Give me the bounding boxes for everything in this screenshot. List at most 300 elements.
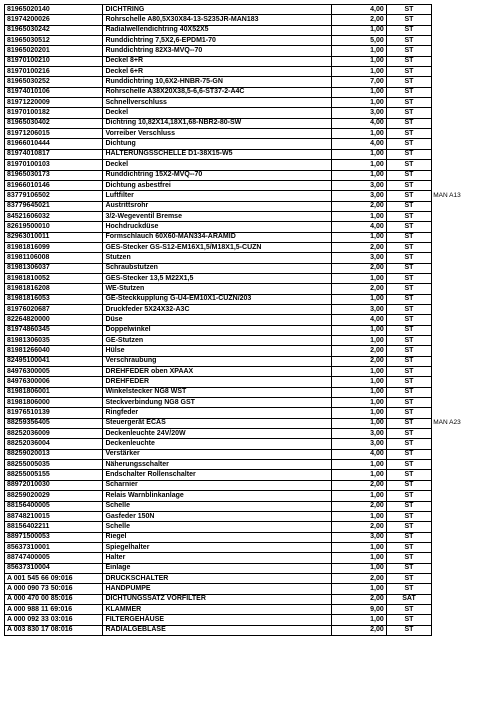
part-number: 81981306035 <box>5 336 103 346</box>
part-note <box>432 604 487 614</box>
part-number: 88972010030 <box>5 480 103 490</box>
part-description: Einlage <box>103 563 331 573</box>
part-description: Hochdruckdüse <box>103 222 331 232</box>
part-unit: ST <box>386 180 432 190</box>
part-note <box>432 273 487 283</box>
part-quantity: 7,00 <box>331 77 386 87</box>
part-description: Runddichtring 15X2-MVQ--70 <box>103 170 331 180</box>
part-number: 81981816053 <box>5 294 103 304</box>
table-row <box>5 5 487 15</box>
part-unit: ST <box>386 367 432 377</box>
part-note <box>432 573 487 583</box>
part-number: 81976020687 <box>5 304 103 314</box>
part-description: Steckverbindung NG8 GST <box>103 398 331 408</box>
part-description: Rohrschelle A38X20X38,5-6,6-ST37-2-A4C <box>103 87 331 97</box>
part-note <box>432 315 487 325</box>
part-note <box>432 46 487 56</box>
part-note <box>432 201 487 211</box>
table-row <box>5 129 487 139</box>
part-quantity: 1,00 <box>331 98 386 108</box>
table-row <box>5 160 487 170</box>
part-number: 88748210015 <box>5 511 103 521</box>
part-quantity: 1,00 <box>331 367 386 377</box>
part-unit: ST <box>386 149 432 159</box>
part-unit: ST <box>386 356 432 366</box>
part-quantity: 2,00 <box>331 263 386 273</box>
part-quantity: 2,00 <box>331 15 386 25</box>
part-note <box>432 25 487 35</box>
part-quantity: 1,00 <box>331 325 386 335</box>
table-row <box>5 470 487 480</box>
part-note <box>432 325 487 335</box>
part-description: GE-Stutzen <box>103 336 331 346</box>
part-description: Schraubstutzen <box>103 263 331 273</box>
table-row <box>5 284 487 294</box>
part-note <box>432 56 487 66</box>
part-note <box>432 170 487 180</box>
part-quantity: 2,00 <box>331 346 386 356</box>
part-number: 88255005035 <box>5 460 103 470</box>
part-unit: ST <box>386 542 432 552</box>
part-unit: ST <box>386 460 432 470</box>
part-number: 81966010444 <box>5 139 103 149</box>
part-note <box>432 594 487 604</box>
part-quantity: 1,00 <box>331 67 386 77</box>
part-note <box>432 532 487 542</box>
table-row <box>5 304 487 314</box>
part-quantity: 1,00 <box>331 377 386 387</box>
part-quantity: 1,00 <box>331 491 386 501</box>
part-note <box>432 460 487 470</box>
part-description: Gasfeder 150N <box>103 511 331 521</box>
part-number: 81976510139 <box>5 408 103 418</box>
part-unit: ST <box>386 170 432 180</box>
table-row <box>5 387 487 397</box>
part-quantity: 3,00 <box>331 253 386 263</box>
part-quantity: 2,00 <box>331 501 386 511</box>
part-description: HANDPUMPE <box>103 584 331 594</box>
part-note <box>432 522 487 532</box>
part-quantity: 1,00 <box>331 211 386 221</box>
table-row <box>5 625 487 635</box>
part-unit: ST <box>386 160 432 170</box>
part-quantity: 2,00 <box>331 625 386 635</box>
part-unit: ST <box>386 449 432 459</box>
part-quantity: 1,00 <box>331 563 386 573</box>
table-row <box>5 180 487 190</box>
part-note <box>432 129 487 139</box>
part-number: 82495100041 <box>5 356 103 366</box>
part-note <box>432 615 487 625</box>
part-note <box>432 511 487 521</box>
part-number: 88252036004 <box>5 439 103 449</box>
part-note <box>432 5 487 15</box>
part-unit: ST <box>386 522 432 532</box>
part-note <box>432 584 487 594</box>
part-note <box>432 625 487 635</box>
part-description: Rohrschelle A80,5X30X84-13-S235JR-MAN183 <box>103 15 331 25</box>
parts-table <box>4 4 487 636</box>
part-quantity: 1,00 <box>331 615 386 625</box>
part-description: Ringfeder <box>103 408 331 418</box>
part-number: 81970100182 <box>5 108 103 118</box>
part-unit: ST <box>386 201 432 211</box>
part-unit: ST <box>386 87 432 97</box>
part-description: Schelle <box>103 522 331 532</box>
part-note <box>432 387 487 397</box>
part-unit: ST <box>386 56 432 66</box>
part-unit: ST <box>386 98 432 108</box>
part-unit: ST <box>386 222 432 232</box>
part-number: 88971500053 <box>5 532 103 542</box>
part-description: DICHTRING <box>103 5 331 15</box>
part-unit: ST <box>386 77 432 87</box>
part-unit: ST <box>386 25 432 35</box>
part-number: 82619500010 <box>5 222 103 232</box>
part-number: 81965020140 <box>5 5 103 15</box>
part-unit: ST <box>386 263 432 273</box>
part-number: A 003 830 17 08:016 <box>5 625 103 635</box>
part-description: DREHFEDER oben XPAAX <box>103 367 331 377</box>
part-description: Endschalter Rollenschalter <box>103 470 331 480</box>
part-quantity: 5,00 <box>331 36 386 46</box>
part-number: A 000 470 00 85:016 <box>5 594 103 604</box>
part-number: 81965020201 <box>5 46 103 56</box>
part-number: 88255005155 <box>5 470 103 480</box>
part-unit: ST <box>386 325 432 335</box>
part-number: 84976300005 <box>5 367 103 377</box>
table-row <box>5 170 487 180</box>
part-quantity: 2,00 <box>331 573 386 583</box>
part-note <box>432 304 487 314</box>
part-unit: ST <box>386 67 432 77</box>
part-unit: ST <box>386 129 432 139</box>
part-unit: ST <box>386 108 432 118</box>
part-number: 81974860345 <box>5 325 103 335</box>
part-quantity: 2,00 <box>331 522 386 532</box>
part-note <box>432 408 487 418</box>
table-row <box>5 408 487 418</box>
table-row <box>5 46 487 56</box>
part-note <box>432 398 487 408</box>
table-row <box>5 522 487 532</box>
part-number: 85637310001 <box>5 542 103 552</box>
table-row <box>5 263 487 273</box>
table-row <box>5 480 487 490</box>
part-quantity: 2,00 <box>331 242 386 252</box>
part-quantity: 1,00 <box>331 87 386 97</box>
part-unit: ST <box>386 139 432 149</box>
table-row <box>5 449 487 459</box>
part-note: MAN A13 <box>433 191 461 199</box>
part-number: 81981810052 <box>5 273 103 283</box>
part-unit: ST <box>386 336 432 346</box>
table-row <box>5 325 487 335</box>
part-description: Verschraubung <box>103 356 331 366</box>
part-unit: ST <box>386 563 432 573</box>
table-row <box>5 77 487 87</box>
part-quantity: 3,00 <box>331 191 386 201</box>
table-row <box>5 553 487 563</box>
table-row <box>5 294 487 304</box>
part-number: 88747400005 <box>5 553 103 563</box>
part-note <box>432 232 487 242</box>
table-row <box>5 108 487 118</box>
part-description: Winkelstecker NG8 WST <box>103 387 331 397</box>
part-number: 81966010146 <box>5 180 103 190</box>
part-quantity: 1,00 <box>331 408 386 418</box>
part-description: Doppelwinkel <box>103 325 331 335</box>
part-note <box>432 253 487 263</box>
part-unit: ST <box>386 429 432 439</box>
part-quantity: 1,00 <box>331 232 386 242</box>
table-row <box>5 563 487 573</box>
part-note <box>432 180 487 190</box>
part-number: 88156402211 <box>5 522 103 532</box>
part-quantity: 1,00 <box>331 511 386 521</box>
part-quantity: 2,00 <box>331 356 386 366</box>
part-quantity: 1,00 <box>331 542 386 552</box>
table-row <box>5 56 487 66</box>
part-description: GES-Stecker 13,5 M22X1,5 <box>103 273 331 283</box>
part-note <box>432 346 487 356</box>
part-quantity: 1,00 <box>331 273 386 283</box>
part-number: 81970100210 <box>5 56 103 66</box>
part-description: Radialwellendichtring 40X52X5 <box>103 25 331 35</box>
part-quantity: 2,00 <box>331 594 386 604</box>
part-unit: ST <box>386 36 432 46</box>
part-description: Deckel 8+R <box>103 56 331 66</box>
part-description: Riegel <box>103 532 331 542</box>
part-description: Dichtring 10,82X14,18X1,68-NBR2-80-SW <box>103 118 331 128</box>
part-number: 88259356405 <box>5 418 103 428</box>
table-row <box>5 584 487 594</box>
part-unit: ST <box>386 118 432 128</box>
part-description: HALTERUNGSSCHELLE D1-38X15-W5 <box>103 149 331 159</box>
part-note <box>432 242 487 252</box>
table-row <box>5 604 487 614</box>
part-unit: ST <box>386 418 432 428</box>
part-note <box>432 367 487 377</box>
part-description: Deckenleuchte <box>103 439 331 449</box>
table-row <box>5 460 487 470</box>
part-number: 81965030512 <box>5 36 103 46</box>
part-note <box>432 294 487 304</box>
part-note <box>432 563 487 573</box>
part-unit: ST <box>386 232 432 242</box>
part-description: Runddichtring 82X3-MVQ--70 <box>103 46 331 56</box>
part-quantity: 2,00 <box>331 201 386 211</box>
table-row <box>5 232 487 242</box>
table-row <box>5 253 487 263</box>
part-quantity: 3,00 <box>331 108 386 118</box>
part-number: 81981806000 <box>5 398 103 408</box>
part-description: 3/2-Wegeventil Bremse <box>103 211 331 221</box>
part-quantity: 1,00 <box>331 470 386 480</box>
part-description: FILTERGEHÄUSE <box>103 615 331 625</box>
part-description: DICHTUNGSSATZ VORFILTER <box>103 594 331 604</box>
part-note <box>432 263 487 273</box>
part-number: 81981266040 <box>5 346 103 356</box>
table-row <box>5 594 487 604</box>
part-unit: ST <box>386 294 432 304</box>
part-description: Deckel <box>103 160 331 170</box>
part-description: Stutzen <box>103 253 331 263</box>
table-row <box>5 98 487 108</box>
table-row <box>5 356 487 366</box>
part-unit: ST <box>386 377 432 387</box>
part-description: DREHFEDER <box>103 377 331 387</box>
part-note <box>432 15 487 25</box>
part-description: Düse <box>103 315 331 325</box>
table-row <box>5 418 487 428</box>
part-number: 81970100216 <box>5 67 103 77</box>
part-quantity: 1,00 <box>331 170 386 180</box>
part-number: 84521606032 <box>5 211 103 221</box>
part-description: Deckel 6+R <box>103 67 331 77</box>
part-unit: ST <box>386 604 432 614</box>
part-number: 81974010817 <box>5 149 103 159</box>
part-description: Deckenleuchte 24V/20W <box>103 429 331 439</box>
part-unit: ST <box>386 387 432 397</box>
part-quantity: 1,00 <box>331 387 386 397</box>
table-row <box>5 149 487 159</box>
part-number: 85637310004 <box>5 563 103 573</box>
part-number: 81981306037 <box>5 263 103 273</box>
part-note <box>432 87 487 97</box>
part-number: 81974200026 <box>5 15 103 25</box>
part-note <box>432 491 487 501</box>
part-unit: ST <box>386 46 432 56</box>
part-description: Luftfilter <box>103 191 331 201</box>
part-quantity: 4,00 <box>331 449 386 459</box>
part-description: Austrittsrohr <box>103 201 331 211</box>
part-quantity: 4,00 <box>331 139 386 149</box>
part-number: 88259020013 <box>5 449 103 459</box>
table-row <box>5 439 487 449</box>
part-unit: ST <box>386 625 432 635</box>
part-unit: ST <box>386 284 432 294</box>
table-row <box>5 87 487 97</box>
part-description: Deckel <box>103 108 331 118</box>
part-quantity: 1,00 <box>331 398 386 408</box>
part-unit: ST <box>386 398 432 408</box>
part-description: Formschlauch 60X60-MAN334-ARAMID <box>103 232 331 242</box>
table-row <box>5 429 487 439</box>
table-row <box>5 542 487 552</box>
part-note <box>432 542 487 552</box>
part-number: 81981806001 <box>5 387 103 397</box>
part-number: 81981816208 <box>5 284 103 294</box>
part-quantity: 2,00 <box>331 480 386 490</box>
part-quantity: 2,00 <box>331 284 386 294</box>
part-unit: ST <box>386 304 432 314</box>
part-description: WE-Stutzen <box>103 284 331 294</box>
part-number: 81971220009 <box>5 98 103 108</box>
part-unit: ST <box>386 191 432 201</box>
part-description: Hülse <box>103 346 331 356</box>
table-row <box>5 315 487 325</box>
part-quantity: 4,00 <box>331 315 386 325</box>
part-quantity: 1,00 <box>331 553 386 563</box>
part-number: A 000 090 73 50:016 <box>5 584 103 594</box>
part-description: Halter <box>103 553 331 563</box>
part-description: RADIALGEBLÄSE <box>103 625 331 635</box>
part-note <box>432 36 487 46</box>
part-description: Runddichtring 10,6X2-HNBR-75-GN <box>103 77 331 87</box>
table-row <box>5 377 487 387</box>
part-quantity: 1,00 <box>331 584 386 594</box>
part-number: 81970100103 <box>5 160 103 170</box>
part-note <box>432 377 487 387</box>
part-number: A 001 545 66 09:016 <box>5 573 103 583</box>
part-number: 88156400005 <box>5 501 103 511</box>
table-row <box>5 201 487 211</box>
part-quantity: 1,00 <box>331 336 386 346</box>
part-quantity: 1,00 <box>331 25 386 35</box>
part-number: 88252036009 <box>5 429 103 439</box>
part-quantity: 4,00 <box>331 5 386 15</box>
part-number: 83779645021 <box>5 201 103 211</box>
part-description: Steuergerät ECAS <box>103 418 331 428</box>
part-quantity: 3,00 <box>331 439 386 449</box>
part-description: Vorreiber Verschluss <box>103 129 331 139</box>
part-number: A 000 988 11 69:016 <box>5 604 103 614</box>
part-unit: ST <box>386 511 432 521</box>
part-note <box>432 429 487 439</box>
table-row <box>5 242 487 252</box>
part-unit: ST <box>386 346 432 356</box>
part-number: 81965030252 <box>5 77 103 87</box>
part-note: MAN A23 <box>433 419 461 427</box>
part-note <box>432 211 487 221</box>
table-row <box>5 211 487 221</box>
part-number: 81965030242 <box>5 25 103 35</box>
part-note <box>432 439 487 449</box>
table-row <box>5 491 487 501</box>
table-row <box>5 346 487 356</box>
part-description: Schelle <box>103 501 331 511</box>
part-number: 84976300006 <box>5 377 103 387</box>
part-note <box>432 336 487 346</box>
part-unit: ST <box>386 439 432 449</box>
parts-table-body <box>5 5 487 636</box>
part-description: Verstärker <box>103 449 331 459</box>
part-unit: ST <box>386 553 432 563</box>
part-note <box>432 553 487 563</box>
part-description: Runddichtring 7,5X2,6-EPDM1-70 <box>103 36 331 46</box>
part-description: Dichtung <box>103 139 331 149</box>
part-quantity: 3,00 <box>331 532 386 542</box>
part-unit: SAT <box>386 594 432 604</box>
part-note <box>432 160 487 170</box>
part-unit: ST <box>386 408 432 418</box>
table-row <box>5 501 487 511</box>
part-unit: ST <box>386 501 432 511</box>
part-quantity: 3,00 <box>331 180 386 190</box>
part-note <box>432 118 487 128</box>
part-quantity: 1,00 <box>331 460 386 470</box>
table-row <box>5 191 487 201</box>
part-number: 81965030402 <box>5 118 103 128</box>
part-note <box>432 222 487 232</box>
part-quantity: 1,00 <box>331 294 386 304</box>
part-unit: ST <box>386 480 432 490</box>
part-quantity: 4,00 <box>331 222 386 232</box>
part-unit: ST <box>386 15 432 25</box>
part-quantity: 9,00 <box>331 604 386 614</box>
part-number: 88259020029 <box>5 491 103 501</box>
